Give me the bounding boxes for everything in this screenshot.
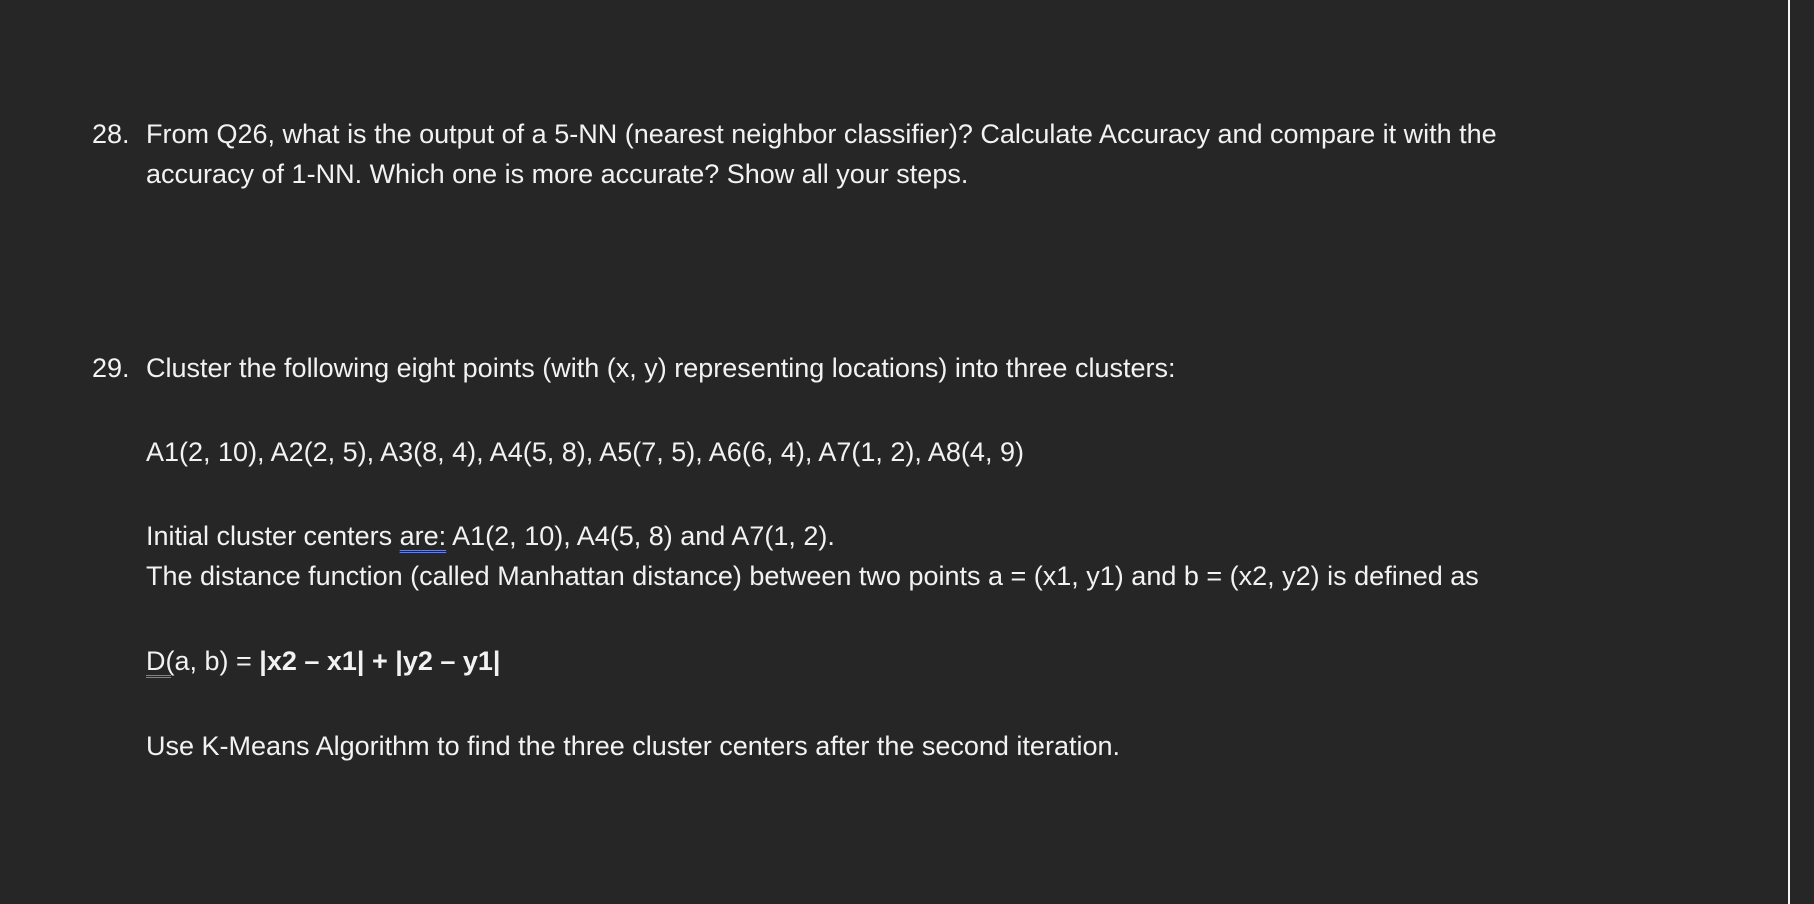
question-number: 28. <box>92 119 130 149</box>
page-edge-divider <box>1788 0 1790 904</box>
question-29 <box>92 348 1622 388</box>
formula-plus: + <box>364 646 396 676</box>
initial-centers-values: A1(2, 10), A4(5, 8) and A7(1, 2). <box>446 521 835 551</box>
kmeans-instruction-text: Use K-Means Algorithm to find the three cluster centers after the second iteration. <box>146 731 1120 761</box>
question-28 <box>92 114 1622 194</box>
question-text <box>146 114 1622 194</box>
formula-args: a, b) = <box>174 646 260 676</box>
formula-term-y: |y2 – y1| <box>395 646 501 676</box>
question-text-line: From Q26, what is the output of a 5-NN (nearest neighbor classifier)? Calculate Accuracy and compare it with the <box>146 119 1497 149</box>
initial-centers-prefix: Initial cluster centers <box>146 521 400 551</box>
proofing-flagged-word[interactable]: are: <box>399 521 447 551</box>
distance-definition-text: The distance function (called Manhattan distance) between two points a = (x1, y1) and b = (x2, y2) is defined as <box>146 561 1479 591</box>
question-number: 29. <box>92 353 130 383</box>
formula-term-x: |x2 – x1| <box>259 646 365 676</box>
question-text <box>146 348 1622 388</box>
question-text-line: Cluster the following eight points (with (x, y) representing locations) into three clusters: <box>146 353 1176 383</box>
proofing-flagged-word[interactable]: D( <box>146 646 175 676</box>
manhattan-formula <box>146 641 500 681</box>
points-list: A1(2, 10), A2(2, 5), A3(8, 4), A4(5, 8), A5(7, 5), A6(6, 4), A7(1, 2), A8(4, 9) <box>146 437 1024 467</box>
initial-centers-text <box>146 516 835 556</box>
question-text-line: accuracy of 1-NN. Which one is more accurate? Show all your steps. <box>146 159 969 189</box>
